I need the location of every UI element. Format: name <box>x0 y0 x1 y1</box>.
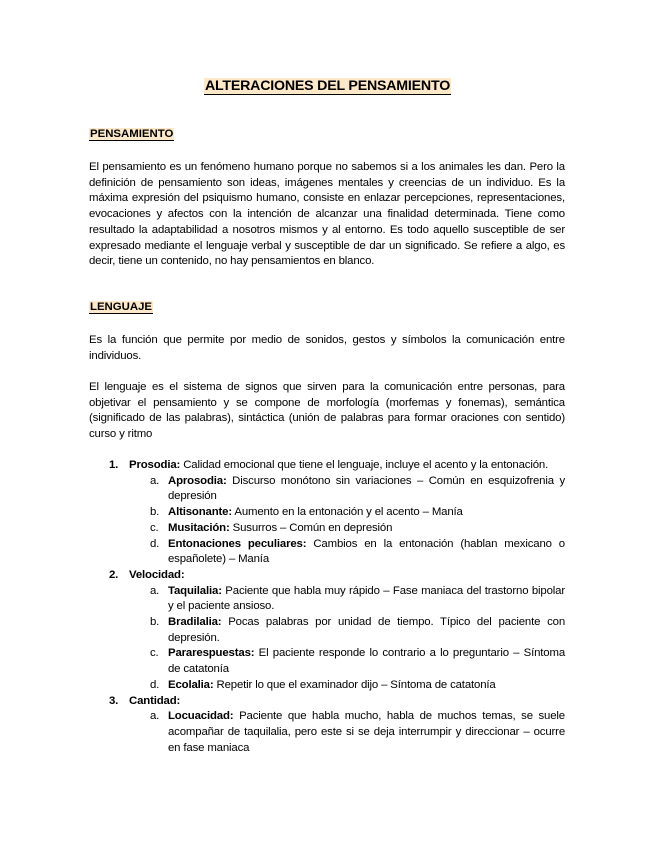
sublist-desc: Cambios en la entonación (hablan mexicano o españolete) – Manía <box>168 537 565 566</box>
sublist-letter: b. <box>150 506 160 519</box>
sublist-letter: b. <box>150 616 160 629</box>
sublist-velocidad <box>129 584 565 694</box>
section-heading-text: PENSAMIENTO <box>90 128 174 140</box>
paragraph-lenguaje-sistema: El lenguaje es el sistema de signos que sirven para la comunicación entre personas, para objetivar el pensamiento y se compone de morfología (morfemas y fonemas), semántica (significado de las palabras), sintáctica (unión de palabras para formar oraciones con sentido) curso y ritmo <box>89 381 565 441</box>
sublist-letter: a. <box>150 584 160 597</box>
section-heading-text: LENGUAJE <box>90 301 153 313</box>
section-heading-lenguaje <box>89 301 153 313</box>
sublist-term: Altisonante: <box>168 506 233 519</box>
list-item-label: Prosodia: <box>129 459 181 471</box>
sublist-term: Aprosodia: <box>168 474 227 487</box>
sublist-letter: d. <box>150 678 160 691</box>
list-item-label: Velocidad: <box>129 568 185 581</box>
sublist-item <box>129 521 565 537</box>
sublist-letter: c. <box>150 647 159 660</box>
alterations-list <box>89 458 565 756</box>
sublist-prosodia <box>129 474 565 568</box>
list-number: 1. <box>109 459 119 471</box>
list-item-velocidad <box>89 568 565 694</box>
sublist-desc: Susurros – Común en depresión <box>229 521 393 534</box>
list-item-desc: Calidad emocional que tiene el lenguaje, incluye el acento y la entonación. <box>180 459 549 471</box>
sublist-item <box>129 505 565 521</box>
sublist-desc: Pocas palabras por unidad de tiempo. Típico del paciente con depresión. <box>168 616 565 644</box>
sublist-item <box>129 615 565 646</box>
sublist-letter: a. <box>150 710 160 723</box>
section-heading-pensamiento <box>89 128 174 140</box>
sublist-item <box>129 678 565 694</box>
sublist-desc: Discurso monótono sin variaciones – Común en esquizofrenia y depresión <box>168 474 565 503</box>
sublist-letter: a. <box>150 474 160 487</box>
sublist-term: Taquilalia: <box>168 584 222 597</box>
sublist-term: Bradilalia: <box>168 616 222 629</box>
paragraph-pensamiento-definition: El pensamiento es un fenómeno humano porque no sabemos si a los animales les dan. Pero la definición de pensamiento son ideas, imágenes mentales y creencias de un individuo. Es la máxima expresión del psiquismo humano, consiste en enlazar percepciones, representaciones, evocaciones y afectos con la intención de alcanzar una finalidad determinada. Tiene como resultado la adaptabilidad a nosotros mismos y al entorno. Es todo aquello susceptible de ser expresado mediante el lenguaje verbal y susceptible de dar un significado. Se refiere a algo, es decir, tiene un contenido, no hay pensamientos en blanco. <box>89 161 565 268</box>
sublist-item <box>129 474 565 505</box>
page-title <box>0 77 655 95</box>
sublist-item <box>129 537 565 568</box>
sublist-term: Entonaciones peculiares: <box>168 537 307 550</box>
sublist-desc: Aumento en la entonación y el acento – Manía <box>232 506 463 519</box>
sublist-item <box>129 709 565 756</box>
sublist-term: Pararespuestas: <box>168 647 255 660</box>
sublist-item <box>129 584 565 615</box>
list-number: 3. <box>109 694 119 707</box>
sublist-desc: Paciente que habla mucho, habla de muchos temas, se suele acompañar de taquilalia, pero este si se deja interrumpir y direccionar – ocurre en fase maniaca <box>168 710 565 754</box>
list-item-label: Cantidad: <box>129 694 181 707</box>
sublist-term: Musitación: <box>168 521 230 534</box>
list-item-prosodia <box>89 458 565 568</box>
sublist-letter: d. <box>150 537 160 550</box>
list-item-cantidad <box>89 694 565 757</box>
sublist-cantidad <box>129 709 565 756</box>
sublist-term: Locuacidad: <box>168 710 234 723</box>
list-number: 2. <box>109 568 119 581</box>
paragraph-lenguaje-funcion: Es la función que permite por medio de sonidos, gestos y símbolos la comunicación entre individuos. <box>89 334 565 362</box>
sublist-desc: El paciente responde lo contrario a lo preguntario – Síntoma de catatonía <box>168 647 565 676</box>
sublist-desc: Repetir lo que el examinador dijo – Síntoma de catatonía <box>213 678 496 691</box>
sublist-letter: c. <box>150 521 159 534</box>
sublist-term: Ecolalia: <box>168 678 214 691</box>
sublist-desc: Paciente que habla muy rápido – Fase maniaca del trastorno bipolar y el paciente ansioso. <box>168 584 565 613</box>
sublist-item <box>129 646 565 677</box>
page-title-text: ALTERACIONES DEL PENSAMIENTO <box>204 78 451 94</box>
